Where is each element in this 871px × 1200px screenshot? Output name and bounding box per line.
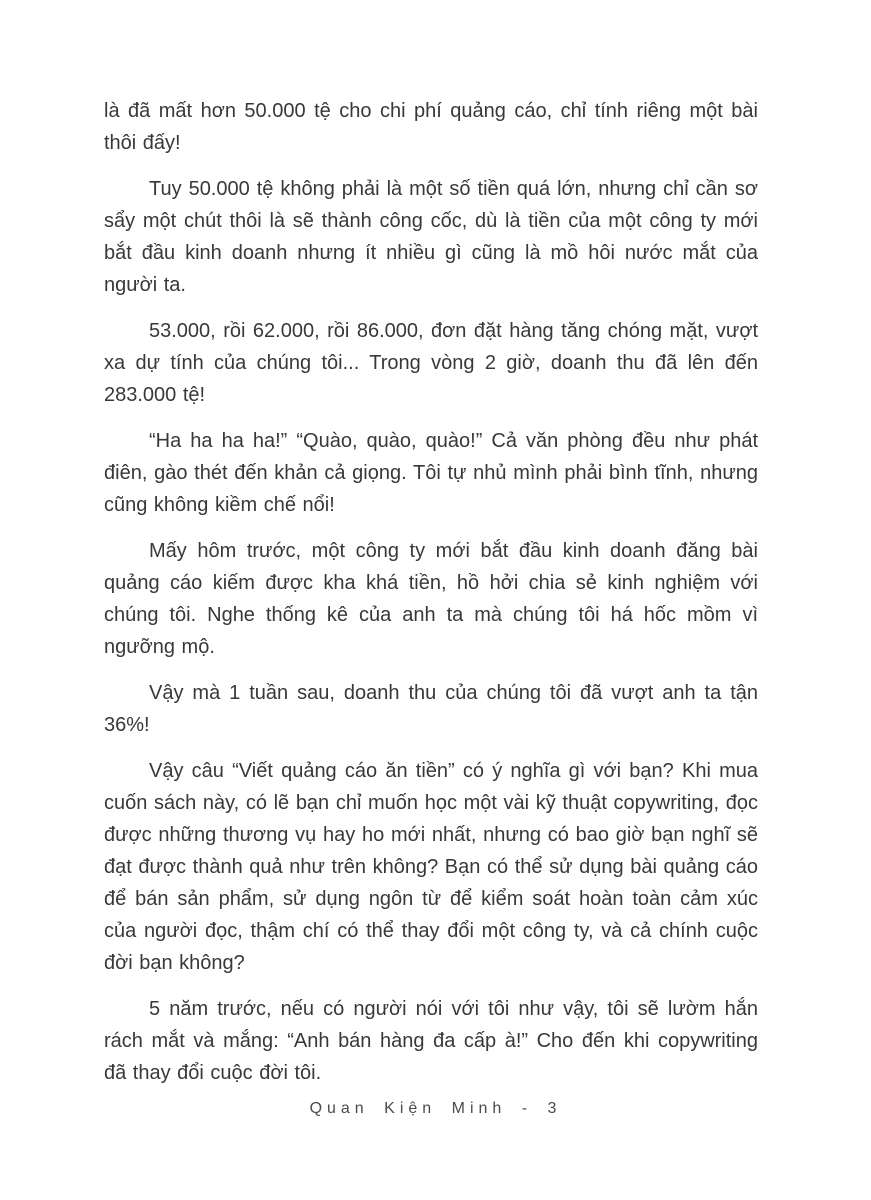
paragraph-continuation: là đã mất hơn 50.000 tệ cho chi phí quảng cáo, chỉ tính riêng một bài thôi đấy! bbox=[104, 100, 758, 154]
paragraph: “Ha ha ha ha!” “Quào, quào, quào!” Cả văn phòng đều như phát điên, gào thét đến khản cả giọng. Tôi tự nhủ mình phải bình tĩnh, nhưng cũng không kiềm chế nổi! bbox=[104, 430, 758, 516]
page-footer-author-page-number: Quan Kiện Minh - 3 bbox=[309, 1100, 562, 1117]
body-text bbox=[104, 95, 758, 1103]
paragraph: 5 năm trước, nếu có người nói với tôi như vậy, tôi sẽ lườm hắn rách mắt và mắng: “Anh bán hàng đa cấp à!” Cho đến khi copywriting đã thay đổi cuộc đời tôi. bbox=[104, 998, 758, 1084]
paragraph: Vậy câu “Viết quảng cáo ăn tiền” có ý nghĩa gì với bạn? Khi mua cuốn sách này, có lẽ bạn chỉ muốn học một vài kỹ thuật copywriting, đọc được những thương vụ hay ho mới nhất, nhưng có bao giờ bạn nghĩ sẽ đạt được thành quả như trên không? Bạn có thể sử dụng bài quảng cáo để bán sản phẩm, sử dụng ngôn từ để kiểm soát hoàn toàn cảm xúc của người đọc, thậm chí có thể thay đổi một công ty, và cả chính cuộc đời bạn không? bbox=[104, 760, 758, 974]
paragraph: Vậy mà 1 tuần sau, doanh thu của chúng tôi đã vượt anh ta tận 36%! bbox=[104, 682, 758, 736]
paragraph: Tuy 50.000 tệ không phải là một số tiền quá lớn, nhưng chỉ cần sơ sẩy một chút thôi là sẽ thành công cốc, dù là tiền của một công ty mới bắt đầu kinh doanh nhưng ít nhiều gì cũng là mồ hôi nước mắt của người ta. bbox=[104, 178, 758, 296]
paragraph: Mấy hôm trước, một công ty mới bắt đầu kinh doanh đăng bài quảng cáo kiếm được kha khá tiền, hồ hởi chia sẻ kinh nghiệm với chúng tôi. Nghe thống kê của anh ta mà chúng tôi há hốc mồm vì ngưỡng mộ. bbox=[104, 540, 758, 658]
paragraph: 53.000, rồi 62.000, rồi 86.000, đơn đặt hàng tăng chóng mặt, vượt xa dự tính của chúng tôi... Trong vòng 2 giờ, doanh thu đã lên đến 283.000 tệ! bbox=[104, 320, 758, 406]
